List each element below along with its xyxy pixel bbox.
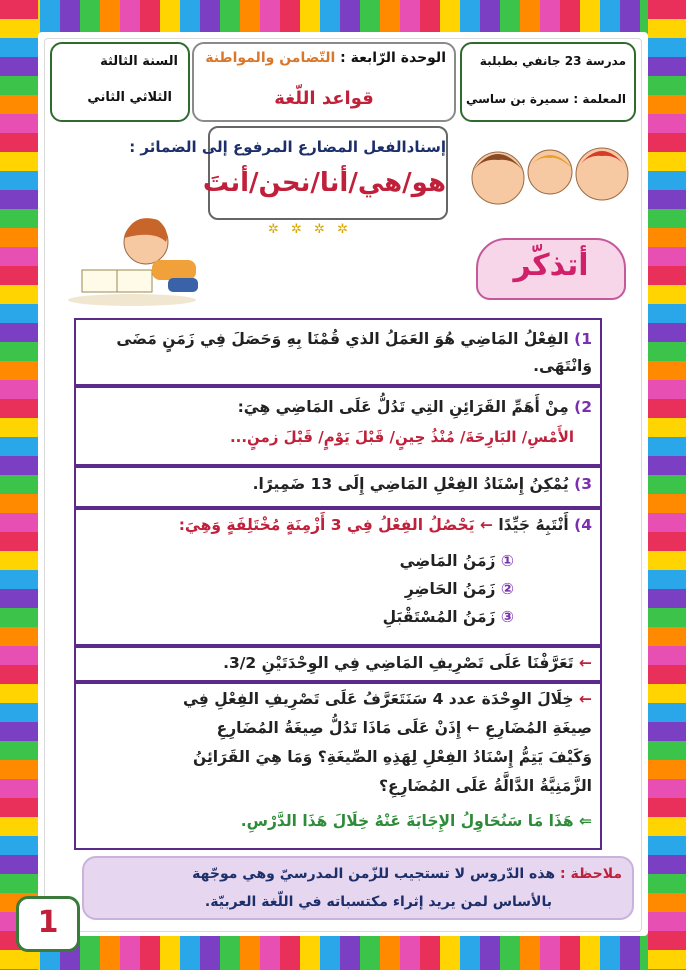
remember-point-2 <box>74 386 602 466</box>
term-label: الثلاثي الثاني <box>87 90 172 105</box>
point-2-number: 2) <box>574 398 592 416</box>
point-3-content <box>82 475 592 493</box>
unit-title <box>205 50 446 66</box>
time-label-past: زَمَنُ المَاضِي <box>399 552 496 570</box>
time-marker-2: ② <box>500 580 514 598</box>
time-label-present: زَمَنُ الحَاضِرِ <box>404 580 496 598</box>
lesson-topic-box <box>129 126 448 220</box>
point-2-content <box>82 394 592 421</box>
point-2-text: مِنْ أَهَمِّ القَرَائِنِ التِي تَدُلُّ عَلَى المَاضِي هِيَ: <box>237 398 569 416</box>
school-name: مدرسة 23 جانفي بطبلبة <box>479 54 626 68</box>
unit-prefix: الوحدة الرّابعة : <box>340 50 446 66</box>
point-3-text: يُمْكِنُ إِسْنَادُ الفِعْلِ المَاضِي إِلَى 13 ضَمِيرًا. <box>252 475 569 493</box>
point-4-arrow: ← <box>479 516 493 534</box>
children-illustration <box>458 132 638 222</box>
sparkle-decoration: ✲ ✲ ✲ ✲ <box>268 222 352 237</box>
point-2-examples: الأَمْسِ/ البَارِحَةَ/ مُنْذُ حِينٍ/ قَبْلَ يَوْمٍ/ قَبْلَ زمنٍ... <box>229 428 574 446</box>
decorative-border-right <box>648 0 686 970</box>
point-4-number: 4) <box>574 516 592 534</box>
header-grade-box <box>50 42 190 122</box>
plan-line-2: صِيغَةِ المُضَارِعِ ← إِذَنْ عَلَى مَاذَا تَدُلُّ صِيغَةُ المُضَارِعِ <box>216 719 592 737</box>
note-line-1-text: هذه الدّروس لا تستجيب للزّمن المدرسيّ وهي موجّهة <box>192 866 556 882</box>
plan-line-1-text: خِلَالَ الوِحْدَة عدد 4 سَنَتَعَرَّفُ عَلَى تَصْرِيفِ الفِعْلِ فِي <box>183 690 574 708</box>
point-1-text: الفِعْلُ المَاضِي هُوَ العَمَلُ الذي قُمْنَا بِهِ وَحَصَلَ فِي زَمَنٍ مَضَى وَانْتَهَى. <box>116 330 592 375</box>
note-box <box>82 856 634 920</box>
time-label-future: زَمَنُ المُسْتَقْبَلِ <box>382 608 496 626</box>
remember-point-4 <box>74 508 602 646</box>
learned-box <box>74 646 602 682</box>
remember-banner <box>476 238 626 300</box>
remember-label: أتذكّر <box>513 248 589 283</box>
reading-boy-illustration <box>62 200 202 310</box>
time-item-future <box>383 608 514 626</box>
decorative-border-left <box>0 0 38 970</box>
header-unit-box <box>192 42 456 122</box>
remember-point-3 <box>74 466 602 508</box>
remember-point-1 <box>74 318 602 386</box>
grade-label: السنة الثالثة <box>100 54 178 69</box>
pronouns-list: هو/هي/أنا/نحن/أنتَ <box>202 168 446 198</box>
note-line-1 <box>192 866 622 882</box>
learned-arrow: ← <box>579 654 592 672</box>
plan-conclusion: ⇐ هَذَا مَا سَنُحَاوِلُ الإِجَابَةَ عَنْهُ خِلَالَ هَذَا الدَّرْسِ. <box>240 812 592 830</box>
plan-arrow: ← <box>579 690 592 708</box>
point-4-text: يَحْصُلُ الفِعْلُ فِي 3 أَزْمِنَةٍ مُخْتَلِفَةٍ وَهِيَ: <box>178 516 475 534</box>
point-3-number: 3) <box>574 475 592 493</box>
header-school-box <box>460 42 636 122</box>
subject-title: قواعد اللّغة <box>274 88 374 109</box>
note-label: ملاحظة : <box>560 866 622 882</box>
time-marker-1: ① <box>500 552 514 570</box>
time-item-present <box>405 580 514 598</box>
learned-content <box>223 654 592 672</box>
point-4-content <box>82 516 592 534</box>
point-4-label: أَنْتَبِهُ جَيِّدًا <box>498 516 569 534</box>
page-number-box <box>16 896 80 952</box>
point-1-content <box>82 326 592 380</box>
point-1-number: 1) <box>574 330 592 348</box>
page-number: 1 <box>37 905 59 940</box>
time-marker-3: ③ <box>500 608 514 626</box>
learned-text: تَعَرَّفْنَا عَلَى تَصْرِيفِ المَاضِي فِي الوِحْدَتَيْنِ 3/2. <box>223 654 574 672</box>
plan-line-1 <box>183 690 592 708</box>
unit-name: التّضامن والمواطنة <box>205 50 336 66</box>
note-line-2: بالأساس لمن يريد إثراء مكتسباته في اللّغة العربيّة. <box>204 894 552 910</box>
time-item-past <box>400 552 514 570</box>
unit-plan-box <box>74 682 602 850</box>
plan-line-4: الزَّمَنِيَّةُ الدَّالَّةُ عَلَى المُضَارِعِ؟ <box>379 777 592 795</box>
plan-line-3: وَكَيْفَ يَتِمُّ إِسْنَادُ الفِعْلِ لِهَذِهِ الصِّيغَةِ؟ وَمَا هِيَ القَرَائِنُ <box>193 748 592 766</box>
lesson-title: إسنادالفعل المضارع المرفوع إلى الضمائر : <box>129 138 446 156</box>
teacher-name: المعلمة : سميرة بن ساسي <box>465 92 626 106</box>
